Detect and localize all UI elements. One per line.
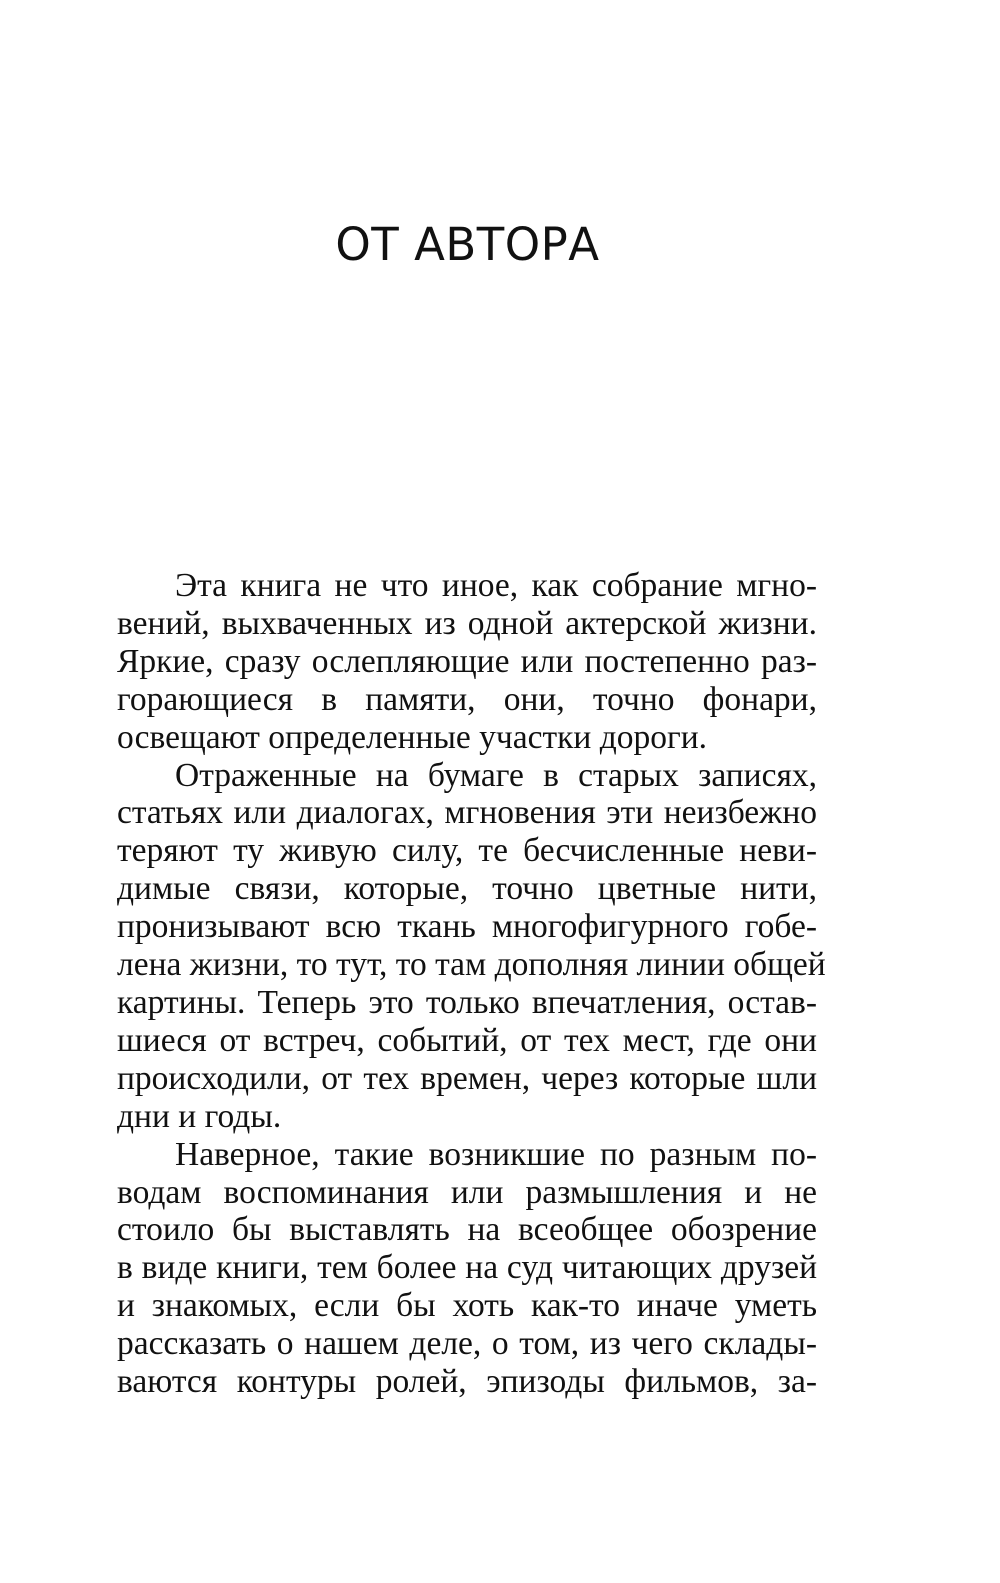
text-line: Наверное, такие возникшие по разным по- [175,1135,817,1173]
text-line: Эта книга не что иное, как собрание мгно- [175,567,817,604]
text-line: теряют ту живую силу, те бесчисленные неви- [117,832,817,870]
text-line: вений, выхваченных из одной актерской жизни. [117,604,817,642]
text-line: происходили, от тех времен, через которые шли [117,1059,817,1097]
text-line: горающиеся в памяти, они, точно фонари, [117,680,817,718]
text-line: Отраженные на бумаге в старых записях, [175,756,817,794]
body-text [117,567,826,1401]
text-line: лена жизни, то тут, то там дополняя линии общей [117,946,826,984]
text-line: шиеся от встреч, событий, от тех мест, где они [117,1021,817,1059]
text-line: в виде книги, тем более на суд читающих друзей [117,1249,817,1287]
text-line: рассказать о нашем деле, о том, из чего склады- [117,1325,817,1363]
page-title: ОТ АВТОРА [335,218,600,271]
text-line: Яркие, сразу ослепляющие или постепенно раз- [117,642,817,680]
text-line: освещают определенные участки дороги. [117,718,708,756]
text-line: пронизывают всю ткань многофигурного гобе- [117,908,817,946]
text-line: статьях или диалогах, мгновения эти неизбежно [117,794,817,832]
text-line: стоило бы выставлять на всеобщее обозрение [117,1211,817,1249]
text-line: димые связи, которые, точно цветные нити, [117,870,817,908]
text-line: и знакомых, если бы хоть как-то иначе уметь [117,1287,817,1325]
text-line: дни и годы. [117,1097,282,1135]
text-line: ваются контуры ролей, эпизоды фильмов, за- [117,1363,817,1401]
text-line: картины. Теперь это только впечатления, остав- [117,983,817,1021]
text-line: водам воспоминания или размышления и не [117,1173,817,1211]
